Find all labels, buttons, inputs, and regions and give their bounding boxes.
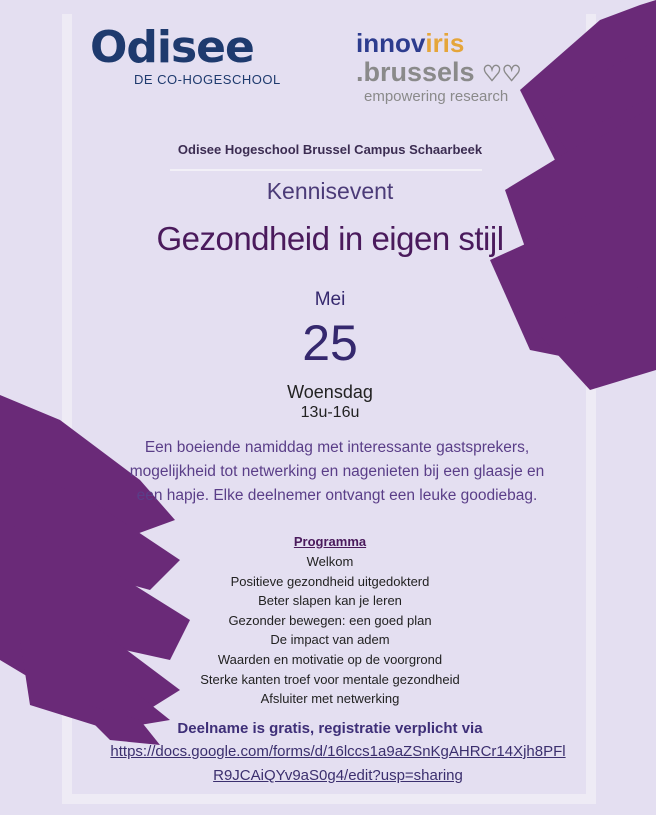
programme-item: Waarden en motivatie op de voorgrond <box>217 651 443 667</box>
innoviris-part-innov: innov <box>356 28 426 58</box>
programme-item: Welkom <box>306 554 354 569</box>
programme-item: Sterke kanten troef voor mentale gezondheid <box>200 671 460 687</box>
innoviris-part-brussels: .brussels <box>356 57 475 87</box>
innoviris-tagline: empowering research <box>364 88 509 106</box>
programme-item: Beter slapen kan je leren <box>258 593 402 609</box>
programme-item: De impact van adem <box>270 632 390 648</box>
odisee-logo-text: Odisee <box>90 22 254 73</box>
programme-item: Gezonder bewegen: een goed plan <box>228 612 432 628</box>
event-month: Mei <box>314 289 346 310</box>
event-description: Een boeiende namiddag met interessante gastsprekers, mogelijkheid tot netwerking en nagenieten bij een glaasje en een hapje. Elke deelnemer ontvangt een leuke goodiebag. <box>129 439 545 504</box>
odisee-logo <box>90 22 281 87</box>
divider <box>170 169 482 171</box>
programme-heading: Programma <box>293 534 367 549</box>
innoviris-brussels <box>356 58 522 86</box>
event-title: Gezondheid in eigen stijl <box>156 220 504 257</box>
innoviris-part-iris: iris <box>425 28 465 58</box>
innoviris-wordmark <box>356 30 522 56</box>
programme-item: Positieve gezondheid uitgedokterd <box>230 573 430 589</box>
event-type: Kennisevent <box>266 178 394 204</box>
event-time: 13u-16u <box>300 404 360 421</box>
odisee-tagline: DE CO-HOGESCHOOL <box>134 72 281 87</box>
registration-link[interactable]: https://docs.google.com/forms/d/16lccs1a9aZSnKgAHRCr14Xjh8PFlR9JCAiQYv9aS0g4/edit?usp=sharing <box>110 743 566 784</box>
innoviris-logo <box>356 30 522 105</box>
programme-item: Afsluiter met netwerking <box>260 691 400 707</box>
registration-text: Deelname is gratis, registratie verplicht via <box>177 720 483 737</box>
hearts-icon: ♡♡ <box>482 61 522 86</box>
programme-list <box>120 552 540 709</box>
event-weekday: Woensdag <box>287 382 373 402</box>
campus-name: Odisee Hogeschool Brussel Campus Schaarbeek <box>177 142 483 157</box>
event-day: 25 <box>302 315 358 371</box>
